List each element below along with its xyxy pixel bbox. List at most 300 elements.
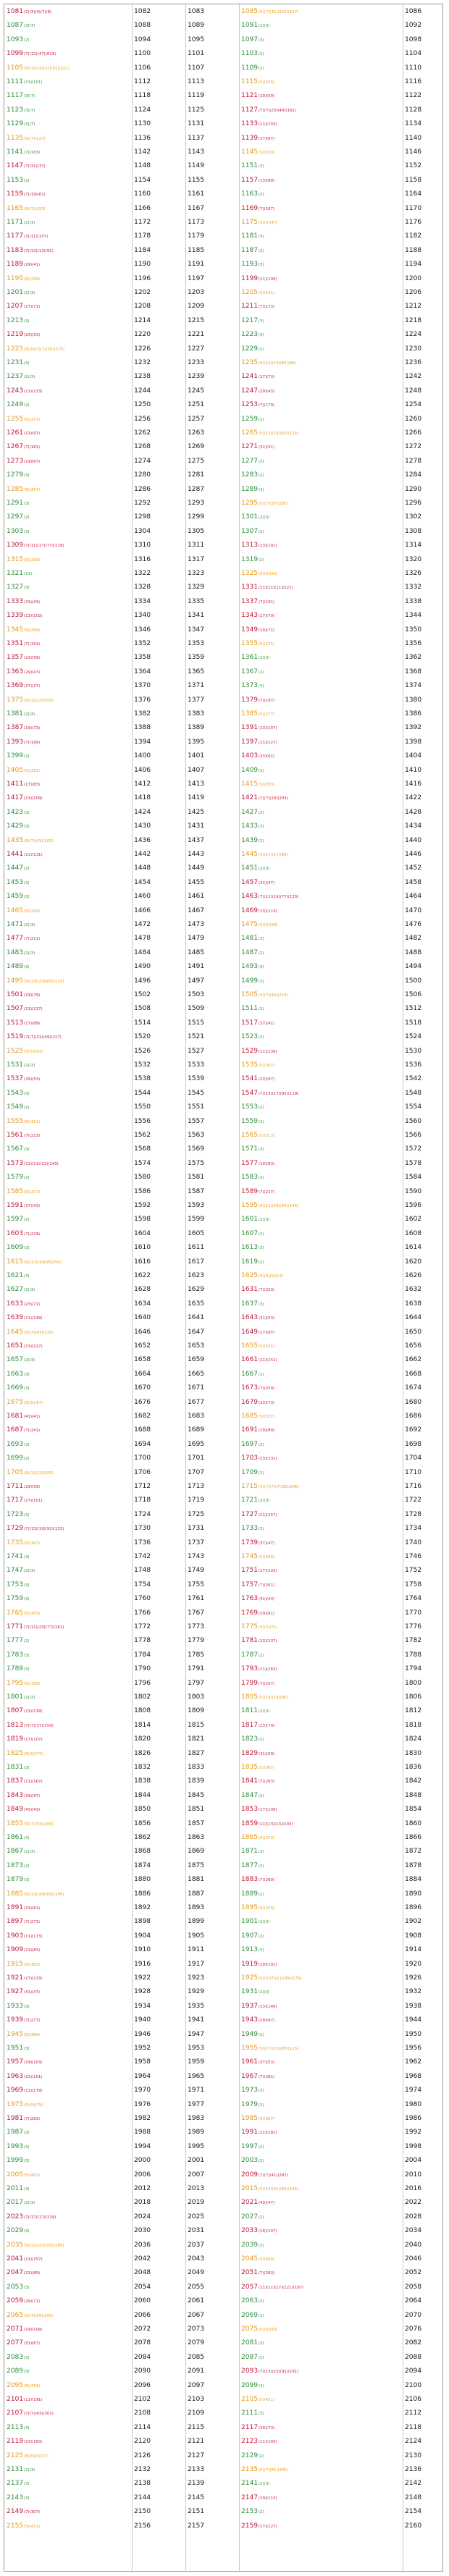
table-entry xyxy=(403,1971,444,1980)
entry-number: 1337 xyxy=(241,597,258,604)
entry-number: 1219 xyxy=(7,330,23,337)
entry-factors: (29)(41) xyxy=(23,263,41,267)
entry-number: 1694 xyxy=(134,1439,151,1447)
table-entry xyxy=(239,1227,403,1236)
entry-number: 1709 xyxy=(241,1468,258,1475)
entry-number: 1695 xyxy=(188,1439,204,1447)
entry-number: 1213 xyxy=(7,316,23,323)
table-entry xyxy=(239,2463,403,2472)
entry-factors: (5)(409) xyxy=(258,2257,275,2261)
entry-factors: (3) xyxy=(23,2144,30,2149)
entry-number: 2057 xyxy=(241,2282,258,2289)
entry-number: 1141 xyxy=(7,148,23,154)
entry-number: 1713 xyxy=(188,1482,204,1489)
table-entry xyxy=(239,1536,403,1545)
entry-number: 2042 xyxy=(134,2255,151,2261)
entry-number: 1925 xyxy=(241,1974,258,1980)
entry-factors: (5)(5)(67) xyxy=(23,1400,43,1405)
entry-factors: (3) xyxy=(258,825,264,829)
table-entry xyxy=(4,1199,132,1208)
table-entry xyxy=(4,1649,132,1657)
entry-number: 2004 xyxy=(405,2156,421,2163)
entry-number: 1235 xyxy=(241,358,258,365)
entry-number: 1494 xyxy=(405,962,421,969)
entry-number: 1807 xyxy=(7,1706,23,1714)
table-entry xyxy=(132,2042,185,2050)
table-entry xyxy=(4,1058,132,1067)
entry-factors: (5)(293) xyxy=(23,909,41,913)
entry-factors: (43)(43) xyxy=(23,1808,41,1812)
entry-factors: (7)(251) xyxy=(258,1583,275,1587)
table-entry xyxy=(239,2168,403,2177)
table-entry xyxy=(403,2351,444,2360)
entry-number: 1977 xyxy=(188,2100,204,2107)
entry-factors: (5)(17)(17)(85) xyxy=(258,853,288,856)
entry-number: 1602 xyxy=(405,1215,421,1222)
table-entry xyxy=(4,2520,132,2528)
table-entry xyxy=(239,117,403,126)
entry-number: 1273 xyxy=(7,456,23,463)
entry-factors: (5)(383) xyxy=(23,1962,41,1966)
entry-number: 1961 xyxy=(241,2058,258,2065)
entry-number: 1238 xyxy=(134,372,151,379)
entry-number: 1749 xyxy=(188,1566,204,1573)
entry-number: 1716 xyxy=(405,1482,421,1489)
entry-number: 1359 xyxy=(188,653,204,660)
table-entry xyxy=(132,1775,185,1783)
entry-number: 1699 xyxy=(7,1454,23,1461)
table-entry xyxy=(132,2252,185,2261)
entry-number: 1104 xyxy=(405,49,421,56)
table-entry xyxy=(185,1971,239,1980)
table-entry xyxy=(185,286,239,295)
table-entry xyxy=(4,778,132,786)
entry-factors: (3) xyxy=(23,586,30,590)
table-entry xyxy=(239,230,403,238)
table-entry xyxy=(132,398,185,407)
entry-number: 1160 xyxy=(134,190,151,197)
table-entry xyxy=(239,2098,403,2107)
entry-factors: (3) xyxy=(258,1302,264,1306)
entry-number: 1225 xyxy=(7,344,23,351)
entry-number: 1645 xyxy=(7,1327,23,1334)
entry-number: 1608 xyxy=(405,1229,421,1236)
table-entry xyxy=(132,314,185,323)
table-entry xyxy=(132,1634,185,1643)
table-entry xyxy=(132,2168,185,2177)
entry-factors: (2) xyxy=(258,1442,264,1447)
table-entry xyxy=(185,1564,239,1573)
entry-number: 1367 xyxy=(241,667,258,674)
table-entry xyxy=(403,778,444,786)
table-entry xyxy=(239,1087,403,1095)
entry-factors: (23)(53) xyxy=(23,333,41,337)
entry-number: 1512 xyxy=(405,1004,421,1011)
entry-number: 1433 xyxy=(241,822,258,829)
table-entry xyxy=(4,1396,132,1405)
table-entry xyxy=(403,440,444,449)
entry-factors: (2)(3) xyxy=(23,1358,35,1363)
entry-number: 2027 xyxy=(241,2212,258,2219)
entry-number: 2155 xyxy=(7,2521,23,2528)
table-entry xyxy=(185,2112,239,2121)
table-entry xyxy=(403,1958,444,1966)
table-entry xyxy=(185,946,239,955)
table-entry xyxy=(132,1030,185,1039)
entry-number: 1286 xyxy=(134,484,151,492)
entry-number: 1537 xyxy=(7,1074,23,1082)
entry-number: 1962 xyxy=(405,2058,421,2065)
table-entry xyxy=(185,510,239,519)
entry-number: 1154 xyxy=(134,175,151,182)
entry-number: 2149 xyxy=(7,2507,23,2514)
entry-number: 1544 xyxy=(134,1088,151,1095)
entry-number: 1959 xyxy=(188,2058,204,2065)
entry-number: 1424 xyxy=(134,807,151,815)
table-entry xyxy=(403,1901,444,1910)
entry-number: 1389 xyxy=(188,723,204,731)
table-entry xyxy=(185,848,239,856)
table-entry xyxy=(239,749,403,758)
table-entry xyxy=(403,707,444,716)
entry-number: 1968 xyxy=(405,2071,421,2079)
entry-number: 1399 xyxy=(7,752,23,759)
entry-factors: (11)(157) xyxy=(258,1512,277,1517)
table-entry xyxy=(132,244,185,253)
table-entry xyxy=(132,510,185,519)
table-entry xyxy=(4,637,132,646)
table-entry xyxy=(4,272,132,281)
entry-number: 2024 xyxy=(134,2212,151,2219)
table-entry xyxy=(403,1607,444,1615)
table-entry xyxy=(4,1213,132,1221)
table-entry xyxy=(239,440,403,449)
entry-number: 1142 xyxy=(134,148,151,154)
entry-number: 2093 xyxy=(241,2367,258,2374)
entry-factors: (3) xyxy=(258,937,264,941)
table-entry xyxy=(403,1508,444,1517)
entry-number: 1094 xyxy=(134,35,151,42)
entry-factors: (3) xyxy=(23,1766,30,1769)
entry-factors: (2) xyxy=(258,193,264,197)
table-entry xyxy=(185,2154,239,2163)
entry-number: 1105 xyxy=(7,63,23,70)
entry-number: 1991 xyxy=(241,2128,258,2135)
entry-factors: (2)(3) xyxy=(23,2468,35,2472)
entry-number: 1202 xyxy=(134,288,151,295)
table-entry xyxy=(185,1326,239,1334)
entry-number: 1241 xyxy=(241,372,258,379)
entry-factors: (3) xyxy=(23,880,30,885)
table-entry xyxy=(132,483,185,492)
entry-number: 1445 xyxy=(241,850,258,856)
entry-number: 1577 xyxy=(241,1158,258,1166)
table-entry xyxy=(239,1199,403,1208)
entry-number: 1919 xyxy=(241,1959,258,1966)
entry-number: 1946 xyxy=(134,2029,151,2037)
table-entry xyxy=(4,2042,132,2050)
entry-number: 1687 xyxy=(7,1426,23,1433)
entry-number: 1604 xyxy=(134,1229,151,1236)
table-entry xyxy=(239,2070,403,2079)
entry-factors: (5)(17)(19)(85)(95) xyxy=(23,1260,62,1264)
entry-number: 1226 xyxy=(134,344,151,351)
entry-number: 1085 xyxy=(241,7,258,14)
entry-factors: (2) xyxy=(258,557,264,562)
entry-factors: (2) xyxy=(258,1738,264,1742)
entry-number: 2039 xyxy=(241,2240,258,2247)
entry-factors: (19)(83) xyxy=(258,1161,275,1166)
entry-factors: (5)(5)(73) xyxy=(23,1751,43,1756)
table-entry xyxy=(239,2126,403,2134)
entry-number: 2147 xyxy=(241,2493,258,2500)
table-entry xyxy=(132,2098,185,2107)
entry-number: 1439 xyxy=(241,835,258,843)
table-entry xyxy=(403,890,444,898)
table-entry xyxy=(185,1985,239,1994)
table-entry xyxy=(239,960,403,969)
entry-number: 1572 xyxy=(405,1145,421,1152)
table-entry xyxy=(239,567,403,576)
entry-factors: (3) xyxy=(23,1667,30,1672)
table-entry xyxy=(132,2323,185,2331)
entry-factors: (5)(13)(23)(65)(115) xyxy=(23,979,64,983)
entry-number: 1326 xyxy=(405,569,421,576)
entry-number: 1650 xyxy=(405,1327,421,1334)
entry-number: 1159 xyxy=(7,190,23,197)
entry-number: 1899 xyxy=(188,1917,204,1924)
entry-factors: (2) xyxy=(258,2383,264,2388)
entry-factors: (2) xyxy=(258,1119,264,1124)
table-entry xyxy=(132,2520,185,2528)
entry-number: 1776 xyxy=(405,1622,421,1629)
entry-factors: (5)(5)(79) xyxy=(23,2103,43,2107)
entry-number: 1295 xyxy=(241,499,258,505)
table-entry xyxy=(132,2309,185,2318)
table-entry xyxy=(132,1522,185,1531)
table-entry xyxy=(4,2000,132,2008)
entry-number: 1721 xyxy=(241,1496,258,1503)
table-entry xyxy=(403,2407,444,2415)
entry-factors: (2) xyxy=(258,810,264,815)
entry-number: 1278 xyxy=(405,456,421,463)
entry-number: 1327 xyxy=(7,583,23,590)
table-entry xyxy=(4,2505,132,2514)
table-entry xyxy=(132,342,185,351)
entry-number: 1505 xyxy=(241,990,258,997)
entry-number: 1320 xyxy=(405,555,421,562)
entry-factors: (7)(167) xyxy=(258,206,275,211)
entry-number: 1489 xyxy=(7,962,23,969)
entry-number: 2153 xyxy=(241,2507,258,2514)
entry-factors: (7)(7)(31)(49)(217) xyxy=(23,1035,62,1040)
entry-number: 2015 xyxy=(241,2184,258,2191)
entry-number: 1179 xyxy=(188,232,204,239)
table-entry xyxy=(239,328,403,337)
entry-number: 1616 xyxy=(134,1257,151,1264)
table-entry xyxy=(403,356,444,365)
table-entry xyxy=(132,159,185,168)
table-entry xyxy=(132,1142,185,1151)
table-entry xyxy=(132,1607,185,1615)
table-entry xyxy=(239,862,403,870)
entry-number: 1158 xyxy=(405,175,421,182)
entry-factors: (5)(239) xyxy=(23,277,41,281)
table-entry xyxy=(4,1494,132,1502)
entry-number: 1649 xyxy=(241,1327,258,1334)
table-entry xyxy=(185,581,239,589)
entry-number: 1631 xyxy=(241,1285,258,1292)
table-entry xyxy=(239,539,403,547)
table-entry xyxy=(403,1227,444,1236)
table-entry xyxy=(403,426,444,435)
entry-number: 2065 xyxy=(7,2310,23,2318)
table-entry xyxy=(132,1971,185,1980)
table-entry xyxy=(185,1845,239,1853)
table-entry xyxy=(185,2013,239,2022)
entry-factors: (5)(11)(37)(55)(185) xyxy=(23,2243,64,2247)
entry-factors: (13) xyxy=(23,572,33,576)
entry-number: 1296 xyxy=(405,499,421,505)
entry-number: 1609 xyxy=(7,1243,23,1250)
table-entry xyxy=(239,159,403,168)
entry-factors: (3) xyxy=(23,1372,30,1376)
table-entry xyxy=(403,609,444,618)
entry-number: 1368 xyxy=(405,667,421,674)
table-entry xyxy=(4,2070,132,2079)
table-entry xyxy=(403,1213,444,1221)
table-entry xyxy=(403,2505,444,2514)
entry-number: 1692 xyxy=(405,1426,421,1433)
table-entry xyxy=(185,117,239,126)
entry-factors: (5)(5)(53) xyxy=(258,572,278,576)
table-entry xyxy=(132,553,185,562)
entry-number: 1279 xyxy=(7,471,23,478)
entry-number: 2052 xyxy=(405,2268,421,2276)
entry-number: 1265 xyxy=(241,429,258,435)
entry-factors: (5)(359) xyxy=(23,1681,41,1685)
table-entry xyxy=(4,567,132,576)
entry-number: 1388 xyxy=(134,723,151,731)
entry-number: 1095 xyxy=(188,35,204,42)
table-entry xyxy=(239,778,403,786)
entry-factors: (3) xyxy=(258,263,264,267)
entry-number: 1682 xyxy=(134,1412,151,1418)
table-entry xyxy=(239,1410,403,1418)
entry-factors: (7)(19)(61) xyxy=(23,193,46,197)
entry-number: 1910 xyxy=(134,1945,151,1953)
entry-factors: (7)(193) xyxy=(23,642,41,646)
entry-number: 2011 xyxy=(7,2184,23,2191)
table-entry xyxy=(239,820,403,828)
entry-number: 1843 xyxy=(7,1790,23,1798)
entry-number: 1913 xyxy=(241,1945,258,1953)
table-entry xyxy=(132,1045,185,1053)
entry-factors: (2) xyxy=(258,473,264,478)
entry-factors: (13)(157) xyxy=(23,2257,43,2261)
table-entry xyxy=(239,988,403,997)
table-entry xyxy=(239,1831,403,1840)
entry-factors: (19)(73) xyxy=(23,726,41,731)
table-entry xyxy=(185,1297,239,1306)
table-entry xyxy=(185,1058,239,1067)
table-entry xyxy=(239,1002,403,1011)
entry-number: 1322 xyxy=(134,569,151,576)
table-entry xyxy=(185,1339,239,1348)
table-entry xyxy=(185,468,239,477)
entry-number: 1207 xyxy=(7,302,23,309)
entry-factors: (41)(47) xyxy=(23,1990,41,1995)
entry-number: 1487 xyxy=(241,948,258,955)
table-entry xyxy=(239,1733,403,1741)
table-entry xyxy=(132,2393,185,2402)
entry-number: 1849 xyxy=(7,1805,23,1812)
table-entry xyxy=(4,2055,132,2064)
entry-number: 1409 xyxy=(241,765,258,773)
entry-number: 1184 xyxy=(134,245,151,253)
entry-factors: (37)(41) xyxy=(258,1021,275,1025)
table-entry xyxy=(4,1985,132,1994)
table-entry xyxy=(4,2393,132,2402)
entry-factors: (17)(103) xyxy=(258,1569,277,1573)
entry-factors: (5)(7)(7)(7)(35)(245) xyxy=(258,1485,300,1489)
entry-factors: (2) xyxy=(258,1470,264,1475)
table-entry xyxy=(403,1578,444,1587)
table-entry xyxy=(239,2266,403,2275)
entry-factors: (7)(7)(29)(203) xyxy=(258,796,288,801)
entry-number: 2127 xyxy=(188,2451,204,2458)
table-entry xyxy=(4,1677,132,1685)
table-entry xyxy=(4,2252,132,2261)
entry-number: 1747 xyxy=(7,1566,23,1573)
table-entry xyxy=(4,1185,132,1194)
table-entry xyxy=(403,1171,444,1179)
entry-number: 1164 xyxy=(405,190,421,197)
entry-number: 1391 xyxy=(241,723,258,731)
table-entry xyxy=(4,1536,132,1545)
table-entry xyxy=(4,764,132,773)
table-entry xyxy=(132,1943,185,1952)
entry-number: 1931 xyxy=(241,1987,258,1995)
entry-number: 1473 xyxy=(188,920,204,927)
entry-factors: (31)(53) xyxy=(258,1316,275,1321)
entry-number: 1761 xyxy=(188,1594,204,1601)
table-entry xyxy=(132,862,185,870)
entry-factors: (2) xyxy=(258,2144,264,2149)
entry-factors: (2) xyxy=(258,1035,264,1040)
entry-number: 1805 xyxy=(241,1693,258,1699)
entry-number: 1724 xyxy=(134,1510,151,1517)
table-entry xyxy=(403,1704,444,1713)
entry-factors: (5)(311) xyxy=(23,1119,41,1124)
table-entry xyxy=(185,1227,239,1236)
table-entry xyxy=(132,609,185,618)
table-entry xyxy=(185,483,239,492)
table-entry xyxy=(403,1536,444,1545)
table-entry xyxy=(239,2013,403,2022)
entry-number: 2148 xyxy=(405,2493,421,2500)
table-entry xyxy=(185,1283,239,1292)
entry-number: 1170 xyxy=(405,203,421,211)
entry-number: 1502 xyxy=(134,990,151,997)
entry-number: 1194 xyxy=(405,260,421,267)
entry-number: 1535 xyxy=(241,1061,258,1067)
table-entry xyxy=(132,2336,185,2345)
table-entry xyxy=(403,2112,444,2121)
table-entry xyxy=(403,455,444,463)
table-entry xyxy=(185,1157,239,1166)
entry-number: 1760 xyxy=(134,1594,151,1601)
